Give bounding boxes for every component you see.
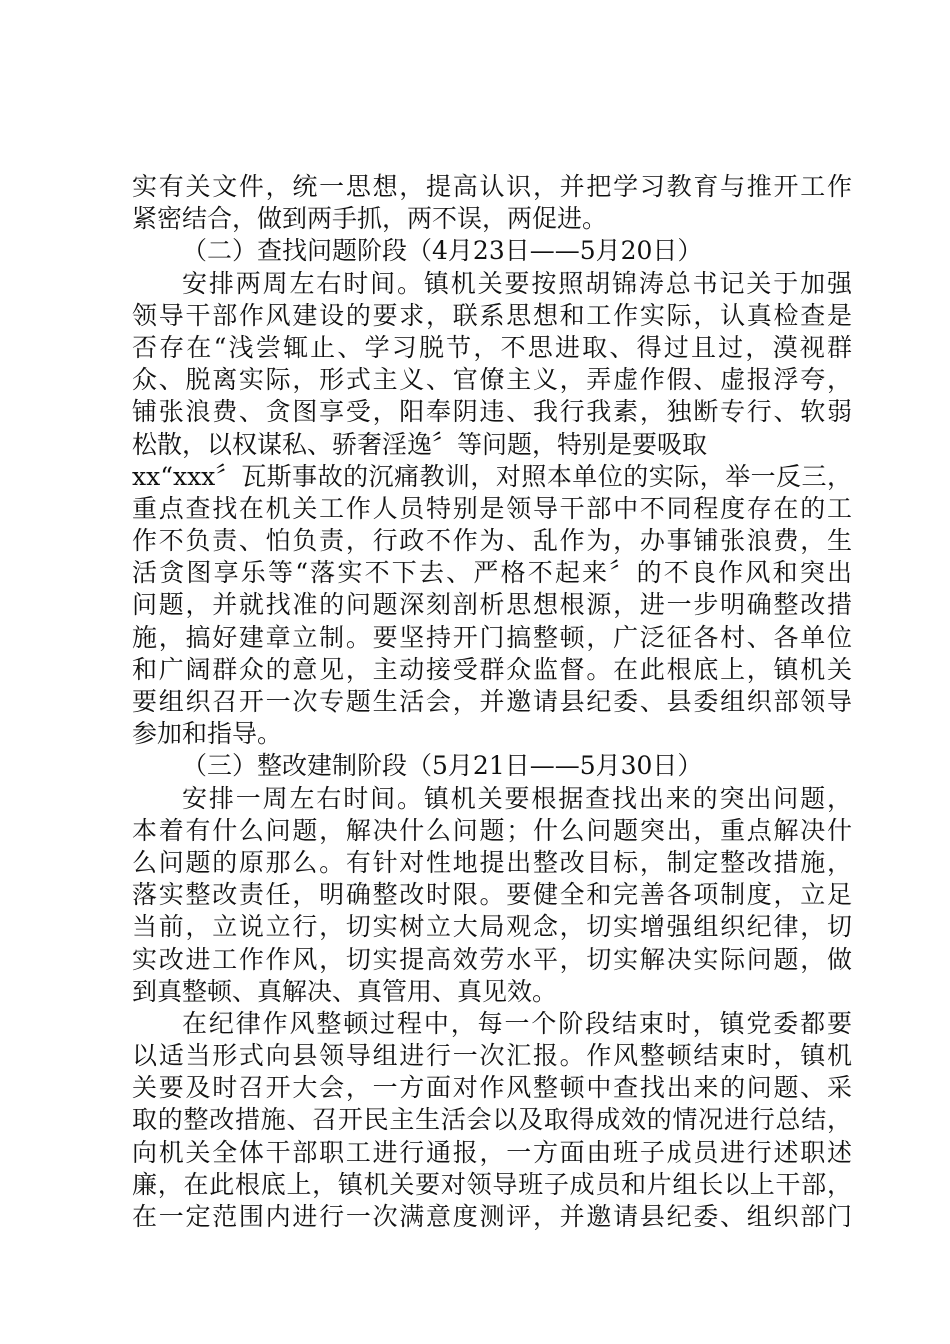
text-line: 以适当形式向县领导组进行一次汇报。作风整顿结束时，镇机 xyxy=(132,1041,852,1071)
text-line: 向机关全体干部职工进行通报，一方面由班子成员进行述职述 xyxy=(132,1137,852,1167)
text-line: 否存在“浅尝辄止、学习脱节，不思进取、得过且过，漠视群 xyxy=(132,332,852,362)
text-line: 活贪图享乐等“落实不下去、严格不起来〞的不良作风和突出 xyxy=(132,558,852,588)
text-line: 安排一周左右时间。镇机关要根据查找出来的突出问题， xyxy=(182,783,852,813)
section-heading: （三）整改建制阶段（5月21日——5月30日） xyxy=(182,751,703,781)
text-line: 当前，立说立行，切实树立大局观念，切实增强组织纪律，切 xyxy=(132,912,852,942)
text-line: 松散，以权谋私、骄奢淫逸〞等问题，特别是要吸取 xyxy=(132,429,708,459)
text-line: 问题，并就找准的问题深刻剖析思想根源，进一步明确整改措 xyxy=(132,590,852,620)
text-line: 落实整改责任，明确整改时限。要健全和完善各项制度，立足 xyxy=(132,880,852,910)
text-line: 施，搞好建章立制。要坚持开门搞整顿，广泛征各村、各单位 xyxy=(132,622,852,652)
text-line: 重点查找在机关工作人员特别是领导干部中不同程度存在的工 xyxy=(132,493,852,523)
text-line: 在纪律作风整顿过程中，每一个阶段结束时，镇党委都要 xyxy=(182,1008,852,1038)
document-body xyxy=(132,171,852,1233)
text-line: 实改进工作作风，切实提高效劳水平，切实解决实际问题，做 xyxy=(132,944,852,974)
text-line: 铺张浪费、贪图享受，阳奉阴违、我行我素，独断专行、软弱 xyxy=(132,397,852,427)
text-line: 紧密结合，做到两手抓，两不误，两促进。 xyxy=(132,204,608,234)
text-line: 参加和指导。 xyxy=(132,719,283,749)
text-line: 安排两周左右时间。镇机关要按照胡锦涛总书记关于加强 xyxy=(182,268,852,298)
text-line: xx“xxx〞瓦斯事故的沉痛教训，对照本单位的实际，举一反三， xyxy=(132,461,852,491)
text-line: 领导干部作风建设的要求，联系思想和工作实际，认真检查是 xyxy=(132,300,852,330)
text-line: 关要及时召开大会，一方面对作风整顿中查找出来的问题、采 xyxy=(132,1073,852,1103)
text-line: 实有关文件，统一思想，提高认识，并把学习教育与推开工作 xyxy=(132,172,852,201)
section-heading: （二）查找问题阶段（4月23日——5月20日） xyxy=(182,236,703,266)
text-line: 取的整改措施、召开民主生活会以及取得成效的情况进行总结， xyxy=(132,1105,852,1135)
text-line: 么问题的原那么。有针对性地提出整改目标，制定整改措施， xyxy=(132,847,852,877)
text-line: 要组织召开一次专题生活会，并邀请县纪委、县委组织部领导 xyxy=(132,687,852,716)
text-line: 作不负责、怕负责，行政不作为、乱作为，办事铺张浪费，生 xyxy=(132,526,852,556)
text-line: 到真整顿、真解决、真管用、真见效。 xyxy=(132,976,558,1006)
text-line: 廉，在此根底上，镇机关要对领导班子成员和片组长以上干部， xyxy=(132,1169,852,1199)
text-line: 众、脱离实际，形式主义、官僚主义，弄虚作假、虚报浮夸， xyxy=(132,365,852,395)
text-line: 和广阔群众的意见，主动接受群众监督。在此根底上，镇机关 xyxy=(132,654,852,684)
text-line: 本着有什么问题，解决什么问题；什么问题突出，重点解决什 xyxy=(132,815,852,845)
text-line: 在一定范围内进行一次满意度测评，并邀请县纪委、组织部门 xyxy=(132,1202,852,1231)
